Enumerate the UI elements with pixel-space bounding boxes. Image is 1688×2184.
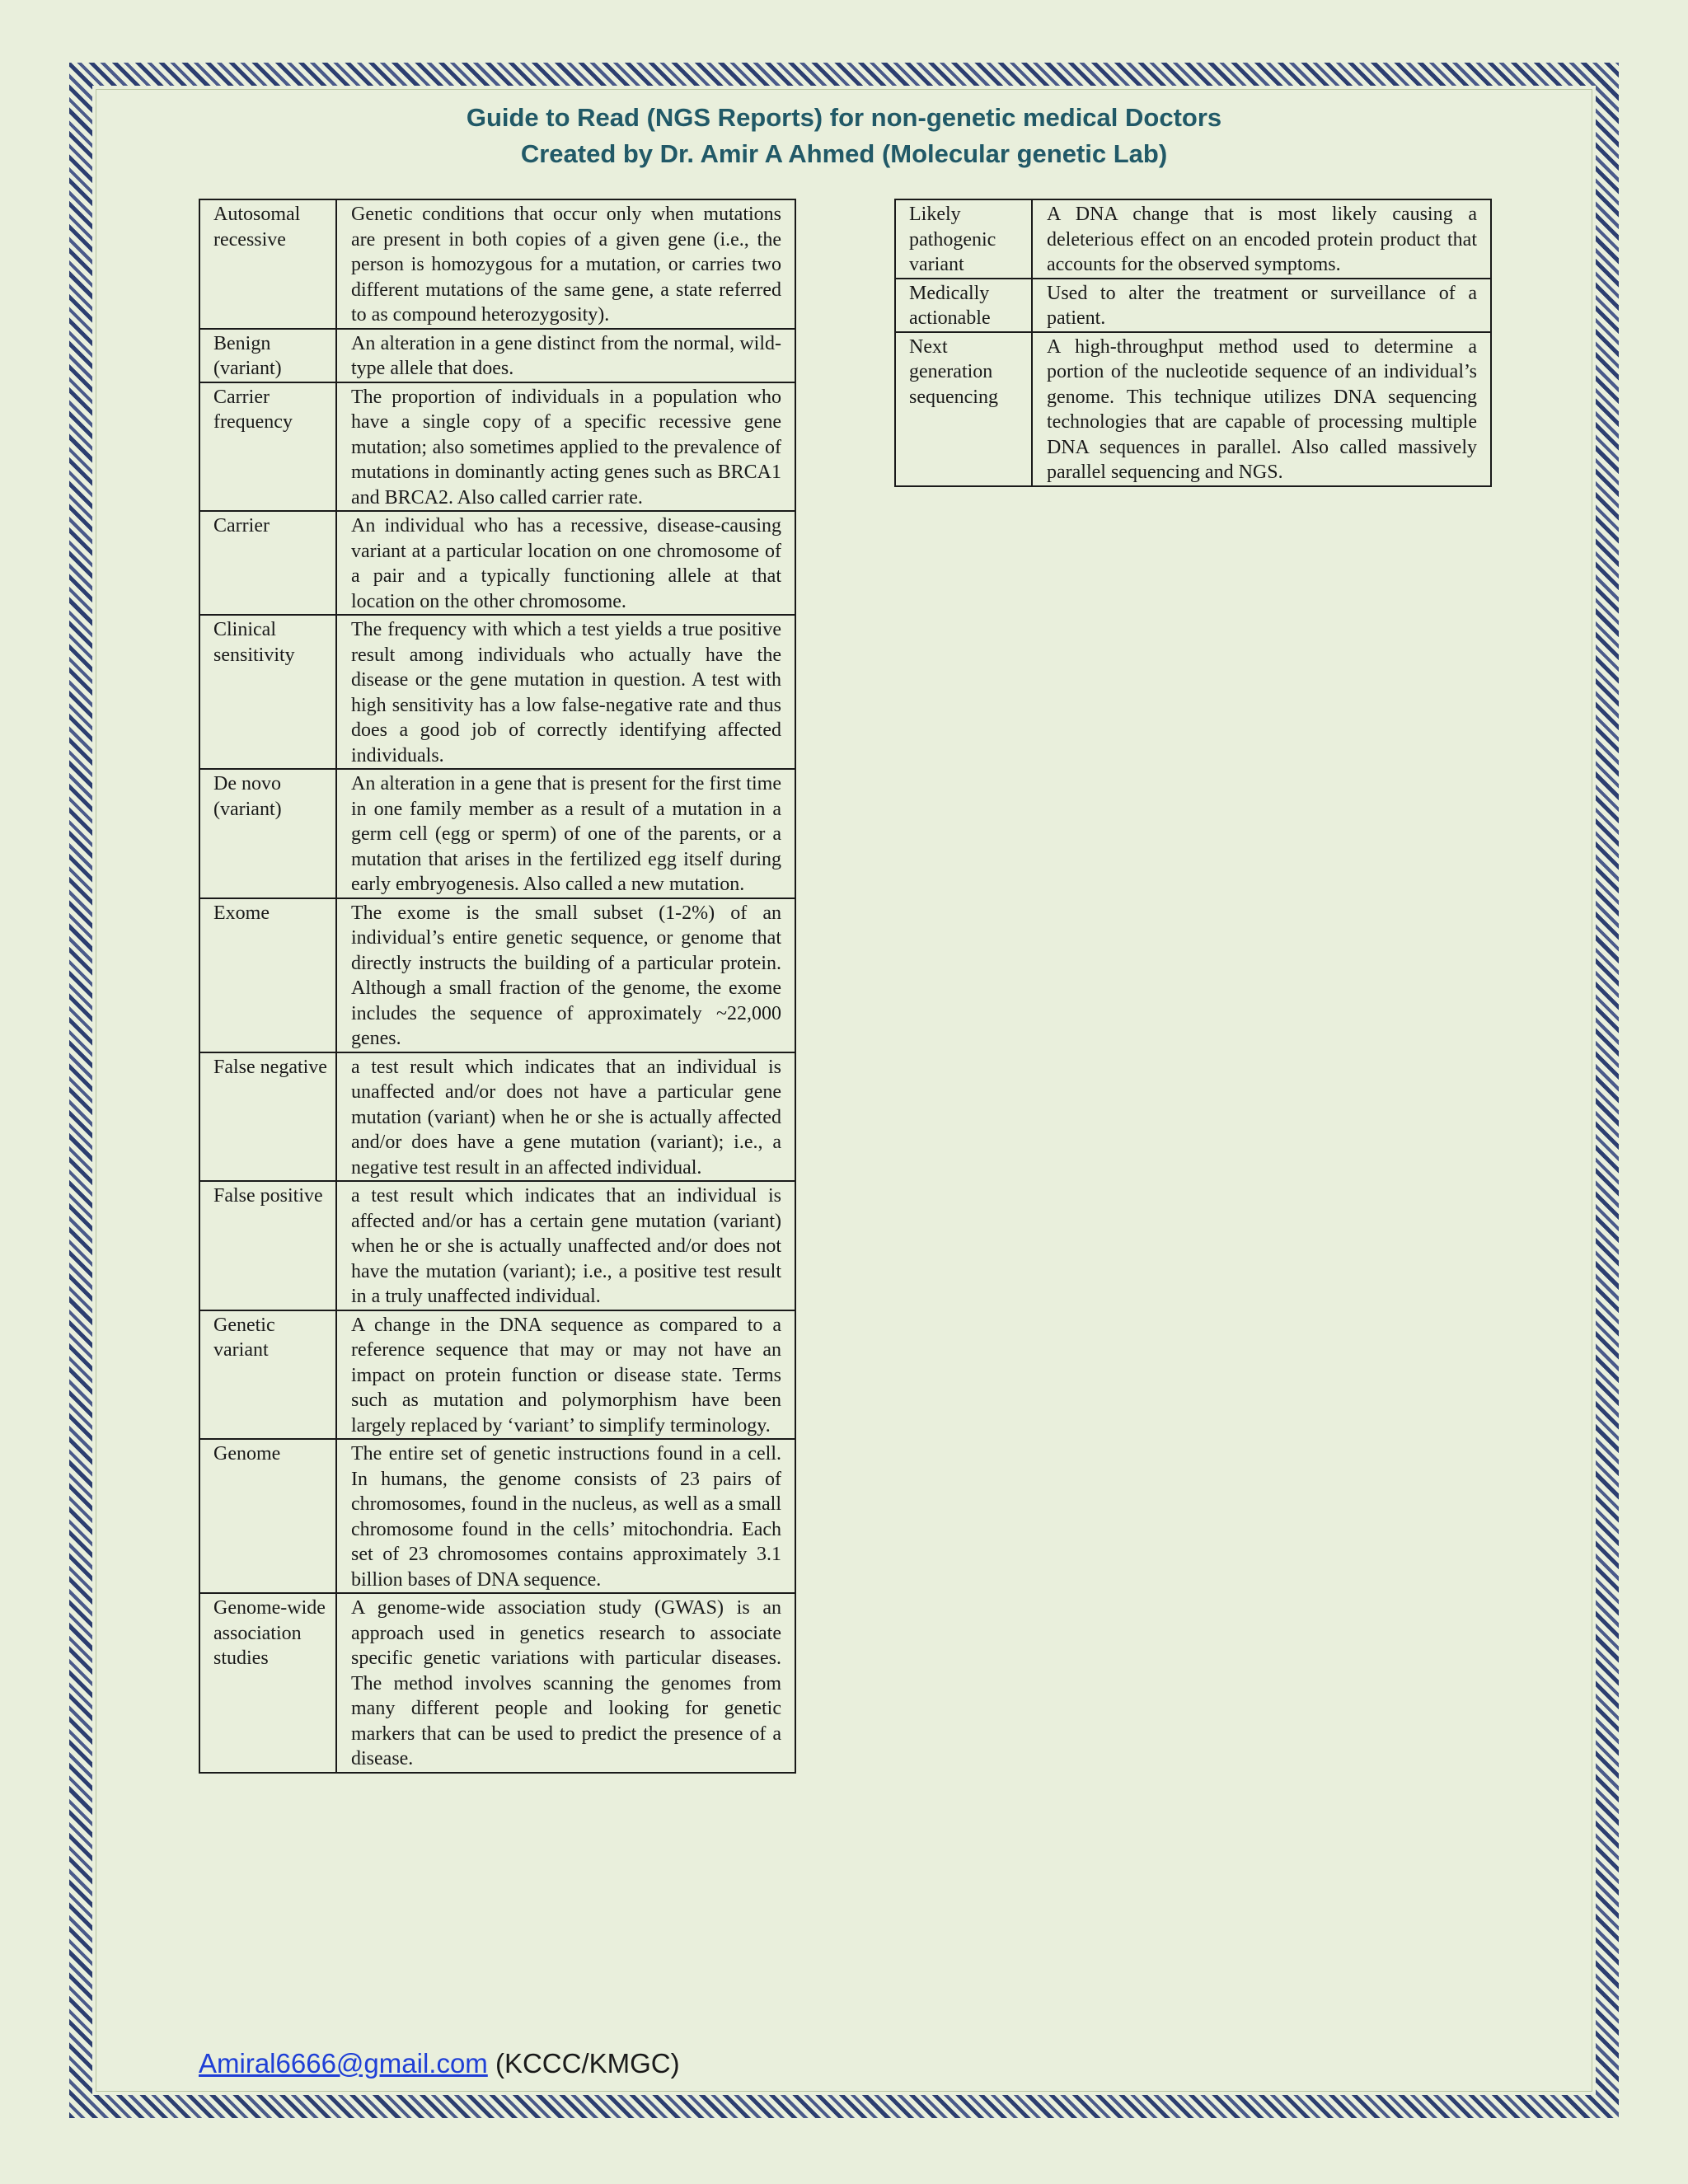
table-row [199,1181,795,1310]
definition-cell: The entire set of genetic instructions found in a cell. In humans, the genome consists of 23 pairs of chromosomes, found in the nucleus, as well as a small chromosome found in the cells’ mitochondria. Each set of 23 chromosomes contains approximately 3.1 billion bases of DNA sequence. [336,1439,795,1593]
table-row [895,199,1491,279]
table-row [199,615,795,769]
footer-contact [199,2047,680,2080]
document-subtitle: Created by Dr. Amir A Ahmed (Molecular genetic Lab) [520,139,1168,168]
term-cell: Carrier frequency [199,382,336,512]
definition-cell: a test result which indicates that an individual is affected and/or has a certain gene mutation (variant) when he or she is actually unaffected and/or does not have the mutation (variant); i.e., a positive test result in a truly unaffected individual. [336,1181,795,1310]
term-cell: Next generation sequencing [895,332,1032,486]
term-cell: Likely pathogenic variant [895,199,1032,279]
term-cell: False positive [199,1181,336,1310]
glossary-table-left [199,199,796,1774]
table-row [895,279,1491,332]
definition-cell: a test result which indicates that an individual is unaffected and/or does not have a particular gene mutation (variant) when he or she is actually affected and/or does have a gene mutation (variant); i.e., a negative test result in an affected individual. [336,1052,795,1182]
table-row [199,382,795,512]
term-cell: Genetic variant [199,1310,336,1440]
definition-cell: Used to alter the treatment or surveillance of a patient. [1032,279,1491,332]
term-cell: Medically actionable [895,279,1032,332]
table-row [199,1052,795,1182]
term-cell: Exome [199,898,336,1052]
definition-cell: An individual who has a recessive, disease-causing variant at a particular location on one chromosome of a pair and a typically functioning allele at that location on the other chromosome. [336,511,795,615]
document-title: Guide to Read (NGS Reports) for non-genetic medical Doctors [466,103,1222,132]
term-cell: Autosomal recessive [199,199,336,329]
table-row [199,1439,795,1593]
table-row [199,898,795,1052]
definition-cell: A genome-wide association study (GWAS) is an approach used in genetics research to associate specific genetic variations with particular diseases. The method involves scanning the genomes from many different people and looking for genetic markers that can be used to predict the presence of a disease. [336,1593,795,1773]
term-cell: Clinical sensitivity [199,615,336,769]
org-label: (KCCC/KMGC) [495,2048,680,2079]
definition-cell: A DNA change that is most likely causing a deleterious effect on an encoded protein product that accounts for the observed symptoms. [1032,199,1491,279]
definition-cell: The frequency with which a test yields a true positive result among individuals who actually have the disease or the gene mutation in question. A test with high sensitivity has a low false-negative rate and thus does a good job of correctly identifying affected individuals. [336,615,795,769]
glossary-table-right [894,199,1492,487]
definition-cell: A high-throughput method used to determine a portion of the nucleotide sequence of an individual’s genome. This technique utilizes DNA sequencing technologies that are capable of processing multiple DNA sequences in parallel. Also called massively parallel sequencing and NGS. [1032,332,1491,486]
term-cell: False negative [199,1052,336,1182]
table-row [895,332,1491,486]
term-cell: Carrier [199,511,336,615]
term-cell: Genome [199,1439,336,1593]
definition-cell: An alteration in a gene that is present for the first time in one family member as a result of a mutation in a germ cell (egg or sperm) of one of the parents, or a mutation that arises in the fertilized egg itself during early embryogenesis. Also called a new mutation. [336,769,795,898]
table-row [199,1593,795,1773]
table-row [199,329,795,382]
definition-cell: The proportion of individuals in a population who have a single copy of a specific recessive gene mutation; also sometimes applied to the prevalence of mutations in dominantly acting genes such as BRCA1 and BRCA2. Also called carrier rate. [336,382,795,512]
table-row [199,1310,795,1440]
definition-cell: A change in the DNA sequence as compared to a reference sequence that may or may not have an impact on protein function or disease state. Terms such as mutation and polymorphism have been largely replaced by ‘variant’ to simplify terminology. [336,1310,795,1440]
term-cell: De novo (variant) [199,769,336,898]
table-row [199,769,795,898]
table-row [199,199,795,329]
email-link[interactable]: Amiral6666@gmail.com [199,2048,488,2079]
definition-cell: The exome is the small subset (1-2%) of an individual’s entire genetic sequence, or genome that directly instructs the building of a particular protein. Although a small fraction of the genome, the exome includes the sequence of approximately ~22,000 genes. [336,898,795,1052]
table-row [199,511,795,615]
definition-cell: Genetic conditions that occur only when mutations are present in both copies of a given gene (i.e., the person is homozygous for a mutation, or carries two different mutations of the same gene, a state referred to as compound heterozygosity). [336,199,795,329]
term-cell: Benign (variant) [199,329,336,382]
definition-cell: An alteration in a gene distinct from the normal, wild-type allele that does. [336,329,795,382]
term-cell: Genome-wide association studies [199,1593,336,1773]
